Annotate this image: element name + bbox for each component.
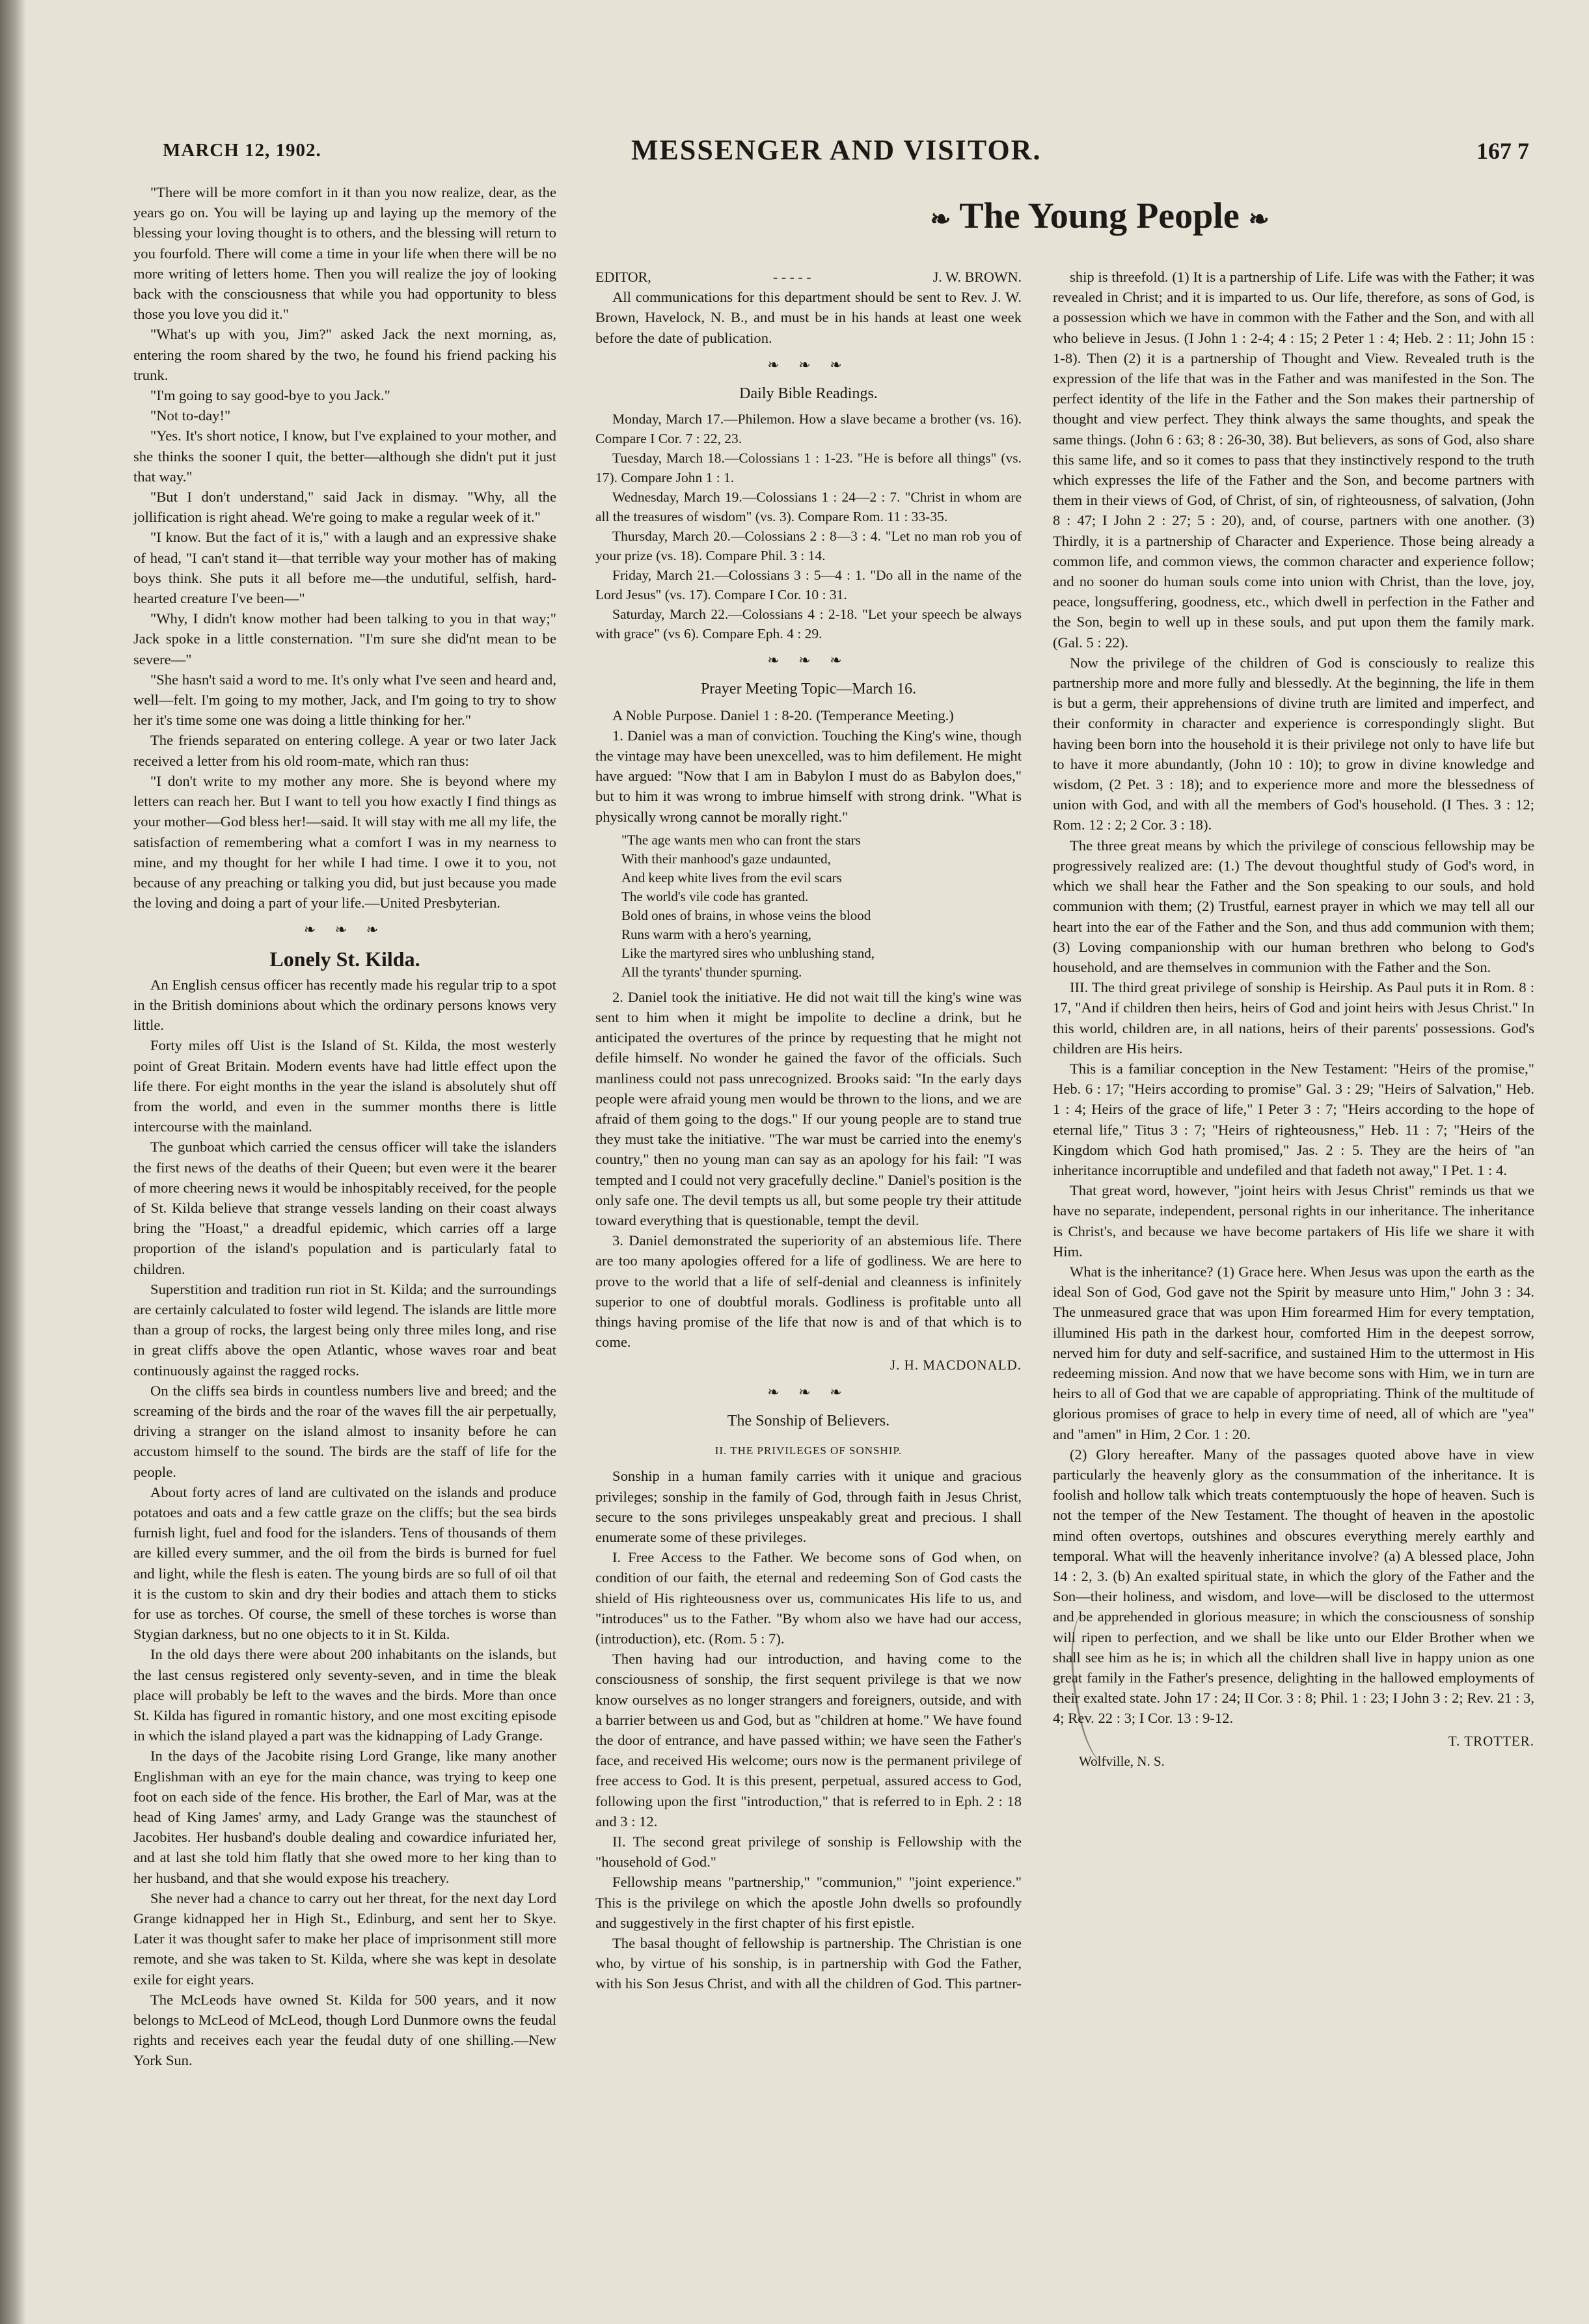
reading-item: Friday, March 21.—Colossians 3 : 5—4 : 1. "Do all in the name of the Lord Jesus" (vs. 17). Compare I Cor. 10 : 31. (595, 567, 1022, 603)
poem-line: All the tyrants' thunder spurning. (621, 964, 802, 980)
paragraph: This is a familiar conception in the New Testament: "Heirs of the promise," Heb. 6 : 17; "Heirs according to promise" Gal. 3 : 29; "Heirs of Salvation," Heb. 1 : 4; Heirs of the grace of life," I Peter 3 : 7; "Heirs according to the hope of eternal life," Titus 3 : 7; "Heirs of righteousness," Heb. 11 : 7; "Heirs of the Kingdom which God hath promised," Jas. 2 : 5. They are the heirs of "an inheritance incorruptible and undefiled and that fadeth not away," I Pet. 1 : 4. (1053, 1060, 1534, 1178)
paragraph: II. The second great privilege of sonship is Fellowship with the "household of God." (595, 1833, 1022, 1871)
paragraph: Superstition and tradition run riot in St. Kilda; and the surroundings are certainly calculated to foster wild legend. The islands are little more than a group of rocks, the largest being only three miles long, and rise in great cliffs above the open Atlantic, whose waves roar and beat continuously against the ragged rocks. (133, 1280, 556, 1379)
section-divider: ❧ ❧ ❧ (767, 1383, 850, 1400)
prayer-point-1: 1. Daniel was a man of conviction. Touching the King's wine, though the vintage may have been unexcelled, was to him defilement. He might have argued: "Now that I am in Babylon I must do as Babylon does," but to him it was wrong to imbrue himself with strong drink. "What is physically wrong cannot be morally right." (595, 727, 1022, 825)
paragraph: Now the privilege of the children of God is consciously to realize this partnership more and more fully and blessedly. At the beginning, the life in them is but a germ, their apprehensions of divine truth are limited and imperfect, and their conformity in character and experience is correspondingly slight. But having been born into the household it is their privilege not only to have life but to have it more abundantly, (John 10 : 10); to grow in divine knowledge and wisdom, (2 Pet. 3 : 18); and to experience more and more the blessedness of union with God, and with all the members of God's household. (I Thes. 3 : 12; Rom. 12 : 2; 2 Cor. 3 : 18). (1053, 654, 1534, 833)
prayer-signature: J. H. MACDONALD. (890, 1357, 1022, 1373)
paragraph: That great word, however, "joint heirs with Jesus Christ" reminds us that we have no separate, independent, personal rights in our inheritance. The inheritance is Christ's, and because we have become partakers of His life we share it with Him. (1053, 1182, 1534, 1260)
editor-line (595, 267, 1022, 287)
editor-dashes: - - - - - (772, 269, 811, 285)
editor-name: J. W. BROWN. (932, 269, 1022, 285)
header-page-number: 167 7 (1476, 138, 1529, 164)
paragraph: "Not to-day!" (150, 407, 231, 424)
paragraph: An English census officer has recently made his regular trip to a spot in the British dominions about which the ordinary persons knows very little. (133, 976, 556, 1034)
paragraph: In the days of the Jacobite rising Lord Grange, like many another Englishman with an eye for the main chance, was trying to keep one foot on each side of the fence. His brother, the Earl of Mar, was at the head of King James' army, and Lady Grange was the staunchest of Jacobites. Her husband's double dealing and cowardice infuriated her, and at last she told him flatly that she owed more to her king than to her husband, and that she would expose his treachery. (133, 1748, 556, 1886)
ornament-right-icon: ❧ (1248, 206, 1270, 234)
paragraph: (2) Glory hereafter. Many of the passages quoted above have in view particularly the heavenly glory as the consummation of the inheritance. It is foolish and hollow talk which treats contemptuously the hope of heaven. Such is not the temper of the New Testament. The thought of heaven in the apostolic mind often overtops, outshines and obscures everything merely earthly and temporal. What will the heavenly inheritance involve? (a) A blessed place, John 14 : 2, 3. (b) An exalted spiritual state, in which the glory of the Father and the Son—their holiness, and wisdom, and love—will be disclosed to the uttermost and be apprehended in glorious measure; in which the consciousness of sonship will ripen to perfection, and we shall be like unto our Elder Brother when we shall see him as he is; in which all the children shall live in happy union as one great family in the Father's presence, delighting in the hallowed employments of their exalted state. John 17 : 24; II Cor. 3 : 8; Phil. 1 : 23; I John 3 : 2; Rev. 21 : 3, 4; Rev. 22 : 3; I Cor. 13 : 9-12. (1053, 1446, 1534, 1727)
reading-item: Saturday, March 22.—Colossians 4 : 2-18. "Let your speech be always with grace" (vs 6). Compare Eph. 4 : 29. (595, 606, 1022, 642)
page-header (163, 133, 1529, 172)
paragraph: What is the inheritance? (1) Grace here. When Jesus was upon the earth as the ideal Son of God, God gave not the Spirit by measure unto Him," John 3 : 34. The unmeasured grace that was upon Him forearmed Him for every temptation, illumined His path in the darkest hour, comforted Him in the deepest sorrow, nerved him for duty and self-sacrifice, and sustained Him to the uttermost in His redeeming mission. And now that we have become sons with Him, we in turn are heirs to all of God that we are capable of appropriating. Think of the multitude of glorious promises of grace to help in every time of need, all of which are "yea" and "amen" in Him, 2 Cor. 1 : 20. (1053, 1263, 1534, 1442)
sonship-continued (1053, 267, 1534, 1729)
paragraph: "I don't write to my mother any more. She is beyond where my letters can reach her. But I want to tell you how exactly I find things as your mother—God bless her!—said. It will stay with me all my life, the satisfaction of remembering what a comfort I was in my nearness to mine, and my thought for her while I had time. I owe it to you, not because of any preaching or talking you did, but just because you made the loving and doing a part of your life.—United Presbyterian. (133, 772, 556, 912)
editor-label: EDITOR, (595, 269, 651, 285)
section-title-text: The Young People (959, 196, 1240, 236)
sonship-place: Wolfville, N. S. (1079, 1753, 1165, 1769)
story-article (133, 182, 556, 913)
prayer-topic-title: Prayer Meeting Topic—March 16. (700, 681, 917, 698)
poem-line: Bold ones of brains, in whose veins the blood (621, 907, 871, 923)
paragraph: "What's up with you, Jim?" asked Jack the next morning, as, entering the room shared by the two, he found his friend packing his trunk. (133, 326, 556, 383)
paragraph: III. The third great privilege of sonship is Heirship. As Paul puts it in Rom. 8 : 17, "And if children then heirs, heirs of God and joint heirs with Jesus Christ." In this world, children are, in all nations, heirs of their parents' possessions. God's children are His heirs. (1053, 979, 1534, 1057)
poem-line: With their manhood's gaze undaunted, (621, 850, 831, 867)
daily-readings-title: Daily Bible Readings. (739, 385, 878, 403)
prayer-point-2: 2. Daniel took the initiative. He did not wait till the king's wine was sent to him when it might be impolite to decline a drink, but he anticipated the overtures of the prince by requesting that he might not defile himself. No wonder he gained the favor of the officials. Such manliness could not pass unrecognized. Brooks said: "In the early days people were afraid young men would be thrown to the lions, and we are afraid of them going to the dogs." If our young people are to stand true they must take the initiative. "The war must be carried into the enemy's country," then no young man can say as an apology for his fail: "I was tempted and I could not very gracefully decline." Daniel's position is the only safe one. The devil tempts us all, but some people try their attitude toward everything that is questionable, tempt the devil. (595, 988, 1022, 1229)
poem-line: Runs warm with a hero's yearning, (621, 926, 811, 942)
poem (621, 831, 1022, 982)
prayer-intro: A Noble Purpose. Daniel 1 : 8-20. (Temperance Meeting.) (612, 707, 954, 723)
paragraph: "Why, I didn't know mother had been talking to you in that way;" Jack spoke in a little consternation. "I'm sure she did'nt mean to be severe—" (133, 610, 556, 668)
section-divider: ❧ ❧ ❧ (767, 356, 850, 373)
paragraph: The McLeods have owned St. Kilda for 500 years, and it now belongs to McLeod of McLeod, though Lord Dunmore owns the feudal rights and receives each year the feudal duty of one shilling.—New York Sun. (133, 1991, 556, 2069)
paragraph: I. Free Access to the Father. We become sons of God when, on condition of our faith, the eternal and redeeming Son of God casts the shield of His righteousness over us, communicates His life to us, and "introduces" us to the Father. "By whom also we have had our access, (introduction), etc. (Rom. 5 : 7). (595, 1549, 1022, 1647)
header-title: MESSENGER AND VISITOR. (631, 134, 1042, 166)
reading-item: Tuesday, March 18.—Colossians 1 : 1-23. "He is before all things" (vs. 17). Compare John 1 : 1. (595, 450, 1022, 486)
column-left (133, 182, 556, 2071)
paragraph: She never had a chance to carry out her threat, for the next day Lord Grange kidnapped her in High St., Edinburg, and sent her to Skye. Later it was thought safer to make her place of imprisonment still more remote, and she was taken to St. Kilda, where she was kept in desolate exile for eight years. (133, 1889, 556, 1988)
reading-item: Thursday, March 20.—Colossians 2 : 8—3 : 4. "Let no man rob you of your prize (vs. 18). Compare Phil. 3 : 14. (595, 528, 1022, 564)
paragraph: "But I don't understand," said Jack in dismay. "Why, all the jollification is right ahead. We're going to make a regular week of it." (133, 489, 556, 526)
header-date: MARCH 12, 1902. (163, 140, 321, 161)
paragraph: ship is threefold. (1) It is a partnership of Life. Life was with the Father; it was revealed in Christ; and it is imparted to us. Our life, therefore, as sons of God, is a possession which we have in common with the Father and the Son, and with all who believe in Jesus. (I John 1 : 2-4; 4 : 15; 2 Peter 1 : 4; Heb. 2 : 11; John 15 : 1-8). Then (2) it is a partnership of Thought and View. Revealed truth is the expression of the life that was in the Father and was manifested in the Son. The perfect identity of the life in the Father and the Son makes their partnership of thought and view perfect. They think always the same thoughts, and speak the same things. (John 6 : 63; 8 : 26-30, 38). But believers, as sons of God, also share this same life, and so it comes to pass that they instinctively respond to the truth which expresses the life of the Father and the Son, and become partners with them in their views of God, of Christ, of sin, of righteousness, of salvation, (John 8 : 47; I John 2 : 27; 5 : 20), and, of course, partners with one another. (3) Thirdly, it is a partnership of Character and Experience. Those being already a common life, and common views, the common character and experience follow; and no sooner do human souls come into union with Christ, than the love, joy, peace, longsuffering, goodness, etc., which dwell in perfection in the Father and the Son, begin to well up in these souls, and put upon them the family mark. (Gal. 5 : 22). (1053, 269, 1534, 651)
article-title-st-kilda: Lonely St. Kilda. (269, 947, 420, 971)
paragraph: Then having had our introduction, and having come to the consciousness of sonship, the first sequent privilege is that we now know ourselves as no longer strangers and foreigners, outside, and with a barrier between us and God, but as "children at home." We have found the door of entrance, and have passed within; we have seen the Father's face, and received His welcome; ours now is the permanent privilege of free access to God. It is this present, perpetual, assured access to God, following upon the first "introduction," that is referred to in Eph. 2 : 18 and 3 : 12. (595, 1651, 1022, 1830)
daily-readings-list (595, 409, 1022, 643)
column-right (1053, 267, 1534, 1772)
paragraph: About forty acres of land are cultivated on the islands and produce potatoes and oats and a few cattle graze on the cliffs; but the sea birds furnish light, fuel and food for the islanders. Tens of thousands of them are killed every summer, and the oil from the birds is burned for fuel and light, while the flesh is eaten. The young birds are so full of oil that it is the custom to skin and dry their bodies and attach them to sticks for use as torches. Of course, the smell of these torches is worse than Stygian darkness, but no one objects to it in St. Kilda. (133, 1483, 556, 1643)
reading-item: Wednesday, March 19.—Colossians 1 : 24—2 : 7. "Christ in whom are all the treasures of wisdom" (vs. 3). Compare Rom. 11 : 33-35. (595, 489, 1022, 525)
paragraph: "I know. But the fact of it is," with a laugh and an expressive shake of head, "I can't stand it—that terrible way your mother has of making boys think. She puts it all before me—the undutiful, selfish, hard-hearted creature I've been—" (133, 529, 556, 607)
paragraph: The three great means by which the privilege of conscious fellowship may be progressively realized are: (1.) The devout thoughtful study of God's word, in which we shall hear the Father and the Son speaking to our souls, and hold communion with them; (2) Trustful, earnest prayer in which we may tell all our heart into the ear of the Father and the Son, and thus add communion with them; (3) Loving companionship with our human brethren who belong to God's household, and are themselves in communion with the Father and the Son. (1053, 837, 1534, 975)
ornament-left-icon: ❧ (930, 206, 951, 234)
paragraph: "There will be more comfort in it than you now realize, dear, as the years go on. You will be laying up and laying up the memory of the blessing your loving thought is to others, and the blessing will return to you fourfold. There will come a time in your life when there will be no more writing of letters home. Then you will realize the joy of looking back with the consciousness that while you had opportunity to bless those you love you did it." (133, 184, 556, 323)
paragraph: Forty miles off Uist is the Island of St. Kilda, the most westerly point of Great Britain. Modern events have had little effect upon the life there. For eight months in the year the island is absolutely shut off from the world, and even in the summer months there is little intercourse with the mainland. (133, 1037, 556, 1135)
sonship-signature: T. TROTTER. (1448, 1733, 1534, 1749)
poem-line: "The age wants men who can front the stars (621, 831, 861, 848)
paragraph: The basal thought of fellowship is partnership. The Christian is one who, by virtue of his sonship, is in partnership with God the Father, with his Son Jesus Christ, and with all the children of God. This partner- (595, 1934, 1022, 1992)
paragraph: "She hasn't said a word to me. It's only what I've seen and heard and, well—felt. I'm going to my mother, Jack, and I'm going to try to show her it's time some one was doing a little thinking for her." (133, 671, 556, 729)
page-binding-edge (0, 0, 26, 2324)
paragraph: In the old days there were about 200 inhabitants on the islands, but the last census registered only seventy-seven, and in time the bleak place will probably be left to the waves and the birds. More than once St. Kilda has figured in romantic history, and one most exciting episode in which the island played a part was the kidnapping of Lady Grange. (133, 1646, 556, 1744)
poem-line: And keep white lives from the evil scars (621, 869, 842, 885)
poem-line: The world's vile code has granted. (621, 888, 809, 904)
section-divider: ❧ ❧ ❧ (767, 652, 850, 669)
sonship-subtitle: II. THE PRIVILEGES OF SONSHIP. (714, 1444, 903, 1457)
paragraph: The gunboat which carried the census officer will take the islanders the first news of the deaths of their Queen; but even were it the bearer of more cheering news it would be inhospitably received, for the people of St. Kilda believe that strange vessels landing on their coast always bring the "Hoast," a dreadful epidemic, which carries off a large proportion of the island's population and is particularly fatal to children. (133, 1139, 556, 1277)
sonship-title: The Sonship of Believers. (727, 1412, 890, 1429)
sonship-article (595, 1466, 1022, 1993)
paragraph: On the cliffs sea birds in countless numbers live and breed; and the screaming of the birds and the roar of the waves fill the air perpetually, driving a stranger on the island almost to insanity before he can accustom himself to the sound. The birds are the staff of life for the people. (133, 1382, 556, 1480)
column-middle (595, 267, 1022, 1994)
paragraph: The friends separated on entering college. A year or two later Jack received a letter from his old room-mate, which ran thus: (133, 732, 556, 769)
paragraph: Sonship in a human family carries with it unique and gracious privileges; sonship in the family of God, through faith in Jesus Christ, secure to the sons privileges unspeakably great and precious. I shall enumerate some of these privileges. (595, 1468, 1022, 1545)
paragraph: "Yes. It's short notice, I know, but I've explained to your mother, and she thinks the sooner I quit, the better—although she didn't put it just that way." (133, 427, 556, 485)
st-kilda-article (133, 975, 556, 2071)
section-title (872, 195, 1327, 247)
poem-line: Like the martyred sires who unblushing stand, (621, 945, 875, 961)
paragraph: "I'm going to say good-bye to you Jack." (150, 387, 390, 404)
reading-item: Monday, March 17.—Philemon. How a slave became a brother (vs. 16). Compare I Cor. 7 : 22, 23. (595, 411, 1022, 447)
paragraph: Fellowship means "partnership," "communion," "joint experience." This is the privilege on which the apostle John dwells so profoundly and suggestively in the first chapter of his first epistle. (595, 1874, 1022, 1931)
editor-intro: All communications for this department should be sent to Rev. J. W. Brown, Havelock, N. B., and must be in his hands at least one week before the date of publication. (595, 289, 1022, 346)
section-divider: ❧ ❧ ❧ (303, 921, 387, 938)
prayer-point-3: 3. Daniel demonstrated the superiority of an abstemious life. There are too many apologies offered for a life of godliness. We are here to prove to the world that a life of self-denial and cleanness is infinitely superior to one of doubtful morals. Godliness is profitable unto all things having promise of the life that now is and of that which is to come. (595, 1232, 1022, 1351)
